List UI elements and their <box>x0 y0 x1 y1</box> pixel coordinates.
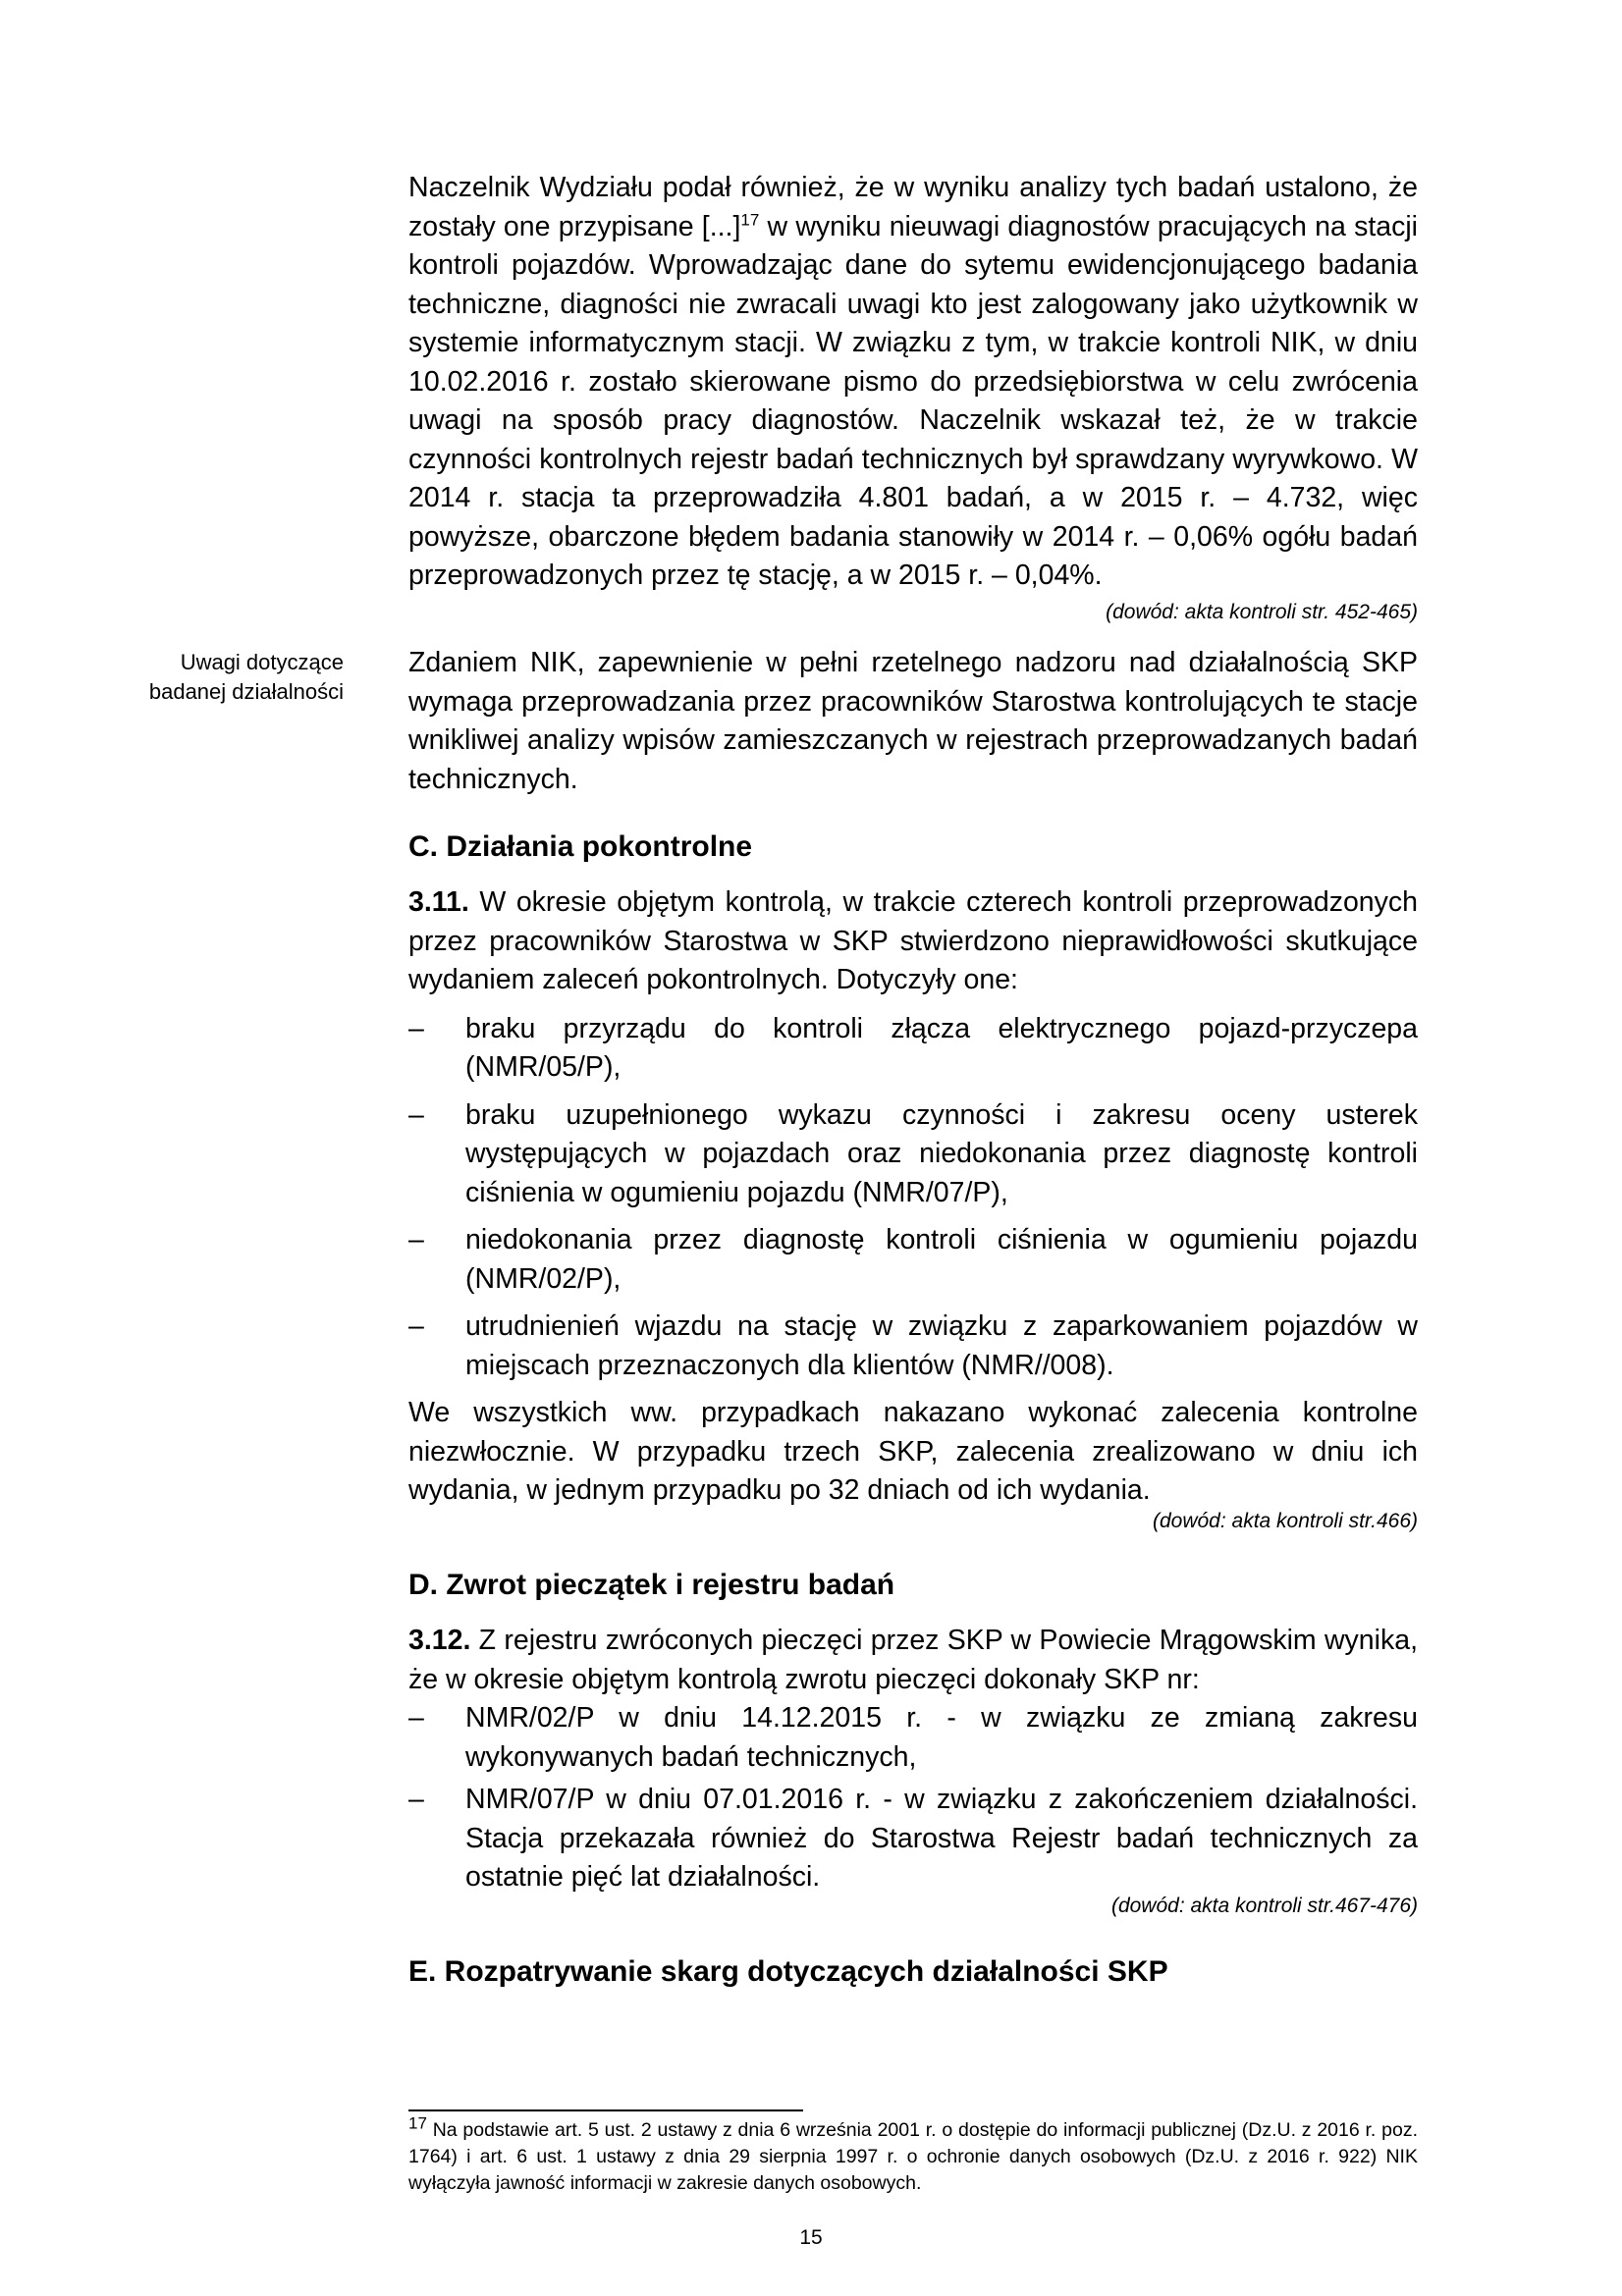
footnote-reference[interactable]: 17 <box>740 210 760 229</box>
footnote-divider <box>408 2109 803 2111</box>
paragraph-number: 3.12. <box>408 1625 471 1656</box>
paragraph-3-12 <box>408 1622 1418 1699</box>
list-item <box>408 1096 1418 1213</box>
dash-bullet-icon: – <box>408 1784 424 1815</box>
footnote-number: 17 <box>408 2113 427 2133</box>
list-item-text: utrudnienień wjazdu na stację w związku z zaparkowaniem pojazdów w miejscach przeznaczonych dla klientów (NMR//008). <box>465 1310 1418 1381</box>
proof-citation-3: (dowód: akta kontroli str.467-476) <box>1110 1895 1418 1917</box>
list-item-text: niedokonania przez diagnostę kontroli ciśnienia w ogumieniu pojazdu (NMR/02/P), <box>465 1224 1418 1295</box>
section-d-body <box>408 1622 1418 1901</box>
intro-paragraph <box>408 169 1418 596</box>
paragraph-3-11 <box>408 883 1418 1000</box>
dash-bullet-icon: – <box>408 1702 424 1734</box>
dash-bullet-icon: – <box>408 1098 424 1131</box>
intro-text-end: w wyniku nieuwagi diagnostów pracujących na stacji kontroli pojazdów. Wprowadzając dane do sytemu ewidencjonującego badania techniczne, diagności nie zwracali uwagi kto jest zalogowany jako użytkownik w systemie informatycznym stacji. W związku z tym, w trakcie kontroli NIK, w dniu 10.02.2016 r. zostało skierowane pismo do przedsiębiorstwa w celu zwrócenia uwagi na sposób pracy diagnostów. Naczelnik wskazał też, że w trakcie czynności kontrolnych rejestr badań technicznych był sprawdzany wyrywkowo. W 2014 r. stacja ta przeprowadziła 4.801 badań, a w 2015 r. – 4.732, więc powyższe, obarczone błędem badania stanowiły w 2014 r. – 0,06% ogółu badań przeprowadzonych przez tę stację, a w 2015 r. – 0,04%. <box>408 210 1419 591</box>
list-item <box>408 1699 1418 1777</box>
intro-text-start: Naczelnik Wydziału podał również, że w wyniku analizy tych badań ustalono, że zostały one przypisane [...] <box>408 172 1418 242</box>
section-d-heading: D. Zwrot pieczątek i rejestru badań <box>408 1569 895 1601</box>
list-item-text: braku uzupełnionego wykazu czynności i zakresu oceny usterek występujących w pojazdach oraz niedokonania przez diagnostę kontroli ciśnienia w ogumieniu pojazdu (NMR/07/P), <box>465 1098 1418 1208</box>
margin-note <box>98 648 344 707</box>
list-item <box>408 1010 1418 1088</box>
section-d-list <box>408 1699 1418 1897</box>
paragraph-text: Z rejestru zwróconych pieczęci przez SKP w Powiecie Mrągowskim wynika, że w okresie objętym kontrolą zwrotu pieczęci dokonały SKP nr: <box>408 1625 1418 1695</box>
section-c-body <box>408 883 1418 1511</box>
list-item <box>408 1308 1418 1385</box>
footnote-text: Na podstawie art. 5 ust. 2 ustawy z dnia 6 września 2001 r. o dostępie do informacji publicznej (Dz.U. z 2016 r. poz. 1764) i art. 6 ust. 1 ustawy z dnia 29 sierpnia 1997 r. o ochronie danych osobowych (Dz.U. z 2016 r. 922) NIK wyłączyła jawność informacji w zakresie danych osobowych. <box>408 2119 1418 2194</box>
intro-block <box>408 169 1418 596</box>
section-c-list <box>408 1010 1418 1386</box>
list-item-text: braku przyrządu do kontroli złącza elektrycznego pojazd-przyczepa (NMR/05/P), <box>465 1012 1418 1083</box>
opinion-block <box>408 644 1418 799</box>
section-c-closing: We wszystkich ww. przypadkach nakazano wykonać zalecenia kontrolne niezwłocznie. W przypadku trzech SKP, zalecenia zrealizowano w dniu ich wydania, w jednym przypadku po 32 dniach od ich wydania. <box>408 1397 1418 1506</box>
page-number: 15 <box>799 2226 823 2249</box>
margin-note-line-1: Uwagi dotyczące <box>180 650 344 674</box>
footnote <box>408 2113 1418 2197</box>
margin-note-line-2: badanej działalności <box>148 679 344 704</box>
proof-citation-1: (dowód: akta kontroli str. 452-465) <box>1106 601 1418 623</box>
opinion-paragraph: Zdaniem NIK, zapewnienie w pełni rzetelnego nadzoru nad działalnością SKP wymaga przeprowadzania przez pracowników Starostwa kontrolujących te stacje wnikliwej analizy wpisów zamieszczanych w rejestrach przeprowadzanych badań technicznych. <box>408 647 1418 795</box>
paragraph-number: 3.11. <box>408 886 469 918</box>
list-item-text: NMR/02/P w dniu 14.12.2015 r. - w związku ze zmianą zakresu wykonywanych badań technicznych, <box>465 1702 1418 1773</box>
section-c-heading: C. Działania pokontrolne <box>408 830 753 863</box>
list-item <box>408 1221 1418 1299</box>
dash-bullet-icon: – <box>408 1012 424 1044</box>
list-item <box>408 1781 1418 1897</box>
section-e-heading: E. Rozpatrywanie skarg dotyczących działalności SKP <box>408 1955 1168 1988</box>
proof-citation-2: (dowód: akta kontroli str.466) <box>1152 1510 1418 1532</box>
dash-bullet-icon: – <box>408 1310 424 1342</box>
dash-bullet-icon: – <box>408 1224 424 1255</box>
list-item-text: NMR/07/P w dniu 07.01.2016 r. - w związku z zakończeniem działalności. Stacja przekazała również do Starostwa Rejestr badań technicznych za ostatnie pięć lat działalności. <box>465 1784 1418 1893</box>
paragraph-text: W okresie objętym kontrolą, w trakcie czterech kontroli przeprowadzonych przez pracowników Starostwa w SKP stwierdzono nieprawidłowości skutkujące wydaniem zaleceń pokontrolnych. Dotyczyły one: <box>408 886 1418 995</box>
